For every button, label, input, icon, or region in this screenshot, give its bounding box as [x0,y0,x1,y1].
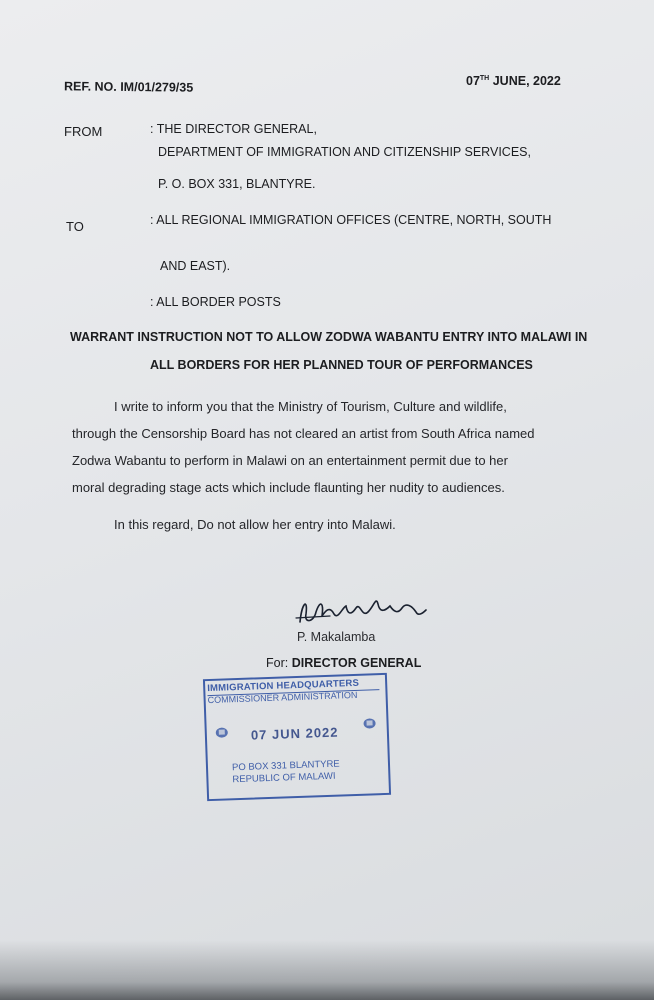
page-fold-shadow [0,940,654,1000]
stamp-line-3: PO BOX 331 BLANTYRE [231,758,340,774]
coat-of-arms-icon [215,726,229,738]
letter-date [466,74,561,88]
to-line-2: AND EAST). [160,259,231,273]
signatory-name: P. Makalamba [297,630,376,644]
date-day: 07 [466,74,480,88]
date-suffix: TH [479,74,490,82]
coat-of-arms-icon [362,717,376,729]
official-stamp [203,673,391,801]
from-line-1: : THE DIRECTOR GENERAL, [150,122,317,136]
to-label: TO [66,219,84,234]
body-paragraph-1-line-1: I write to inform you that the Ministry of Tourism, Culture and wildlife, [114,399,507,414]
reference-number: REF. NO. IM/01/279/35 [63,79,194,95]
body-paragraph-1-line-4: moral degrading stage acts which include flaunting her nudity to audiences. [72,480,505,495]
stamp-date: 07 JUN 2022 [250,724,339,743]
from-line-2: DEPARTMENT OF IMMIGRATION AND CITIZENSHIP SERVICES, [158,145,531,159]
stamp-line-1: IMMIGRATION HEADQUARTERS [207,677,379,696]
stamp-line-4: REPUBLIC OF MALAWI [232,770,336,786]
from-label: FROM [64,124,103,139]
signatory-title [266,656,421,670]
stamp-line-2: COMMISSIONER ADMINISTRATION [207,689,358,706]
handwritten-signature [290,592,430,632]
to-line-3: : ALL BORDER POSTS [150,295,281,309]
for-title: DIRECTOR GENERAL [291,656,422,670]
body-paragraph-1-line-2: through the Censorship Board has not cleared an artist from South Africa named [72,426,535,441]
date-rest: JUNE, 2022 [489,74,561,88]
subject-line-1: WARRANT INSTRUCTION NOT TO ALLOW ZODWA WABANTU ENTRY INTO MALAWI IN [70,330,588,344]
to-line-1: : ALL REGIONAL IMMIGRATION OFFICES (CENTRE, NORTH, SOUTH [150,213,552,227]
body-paragraph-1-line-3: Zodwa Wabantu to perform in Malawi on an entertainment permit due to her [72,453,508,468]
body-paragraph-2: In this regard, Do not allow her entry into Malawi. [114,517,396,532]
subject-line-2: ALL BORDERS FOR HER PLANNED TOUR OF PERFORMANCES [150,358,533,372]
for-label: For: [266,656,292,670]
from-line-3: P. O. BOX 331, BLANTYRE. [158,177,316,191]
